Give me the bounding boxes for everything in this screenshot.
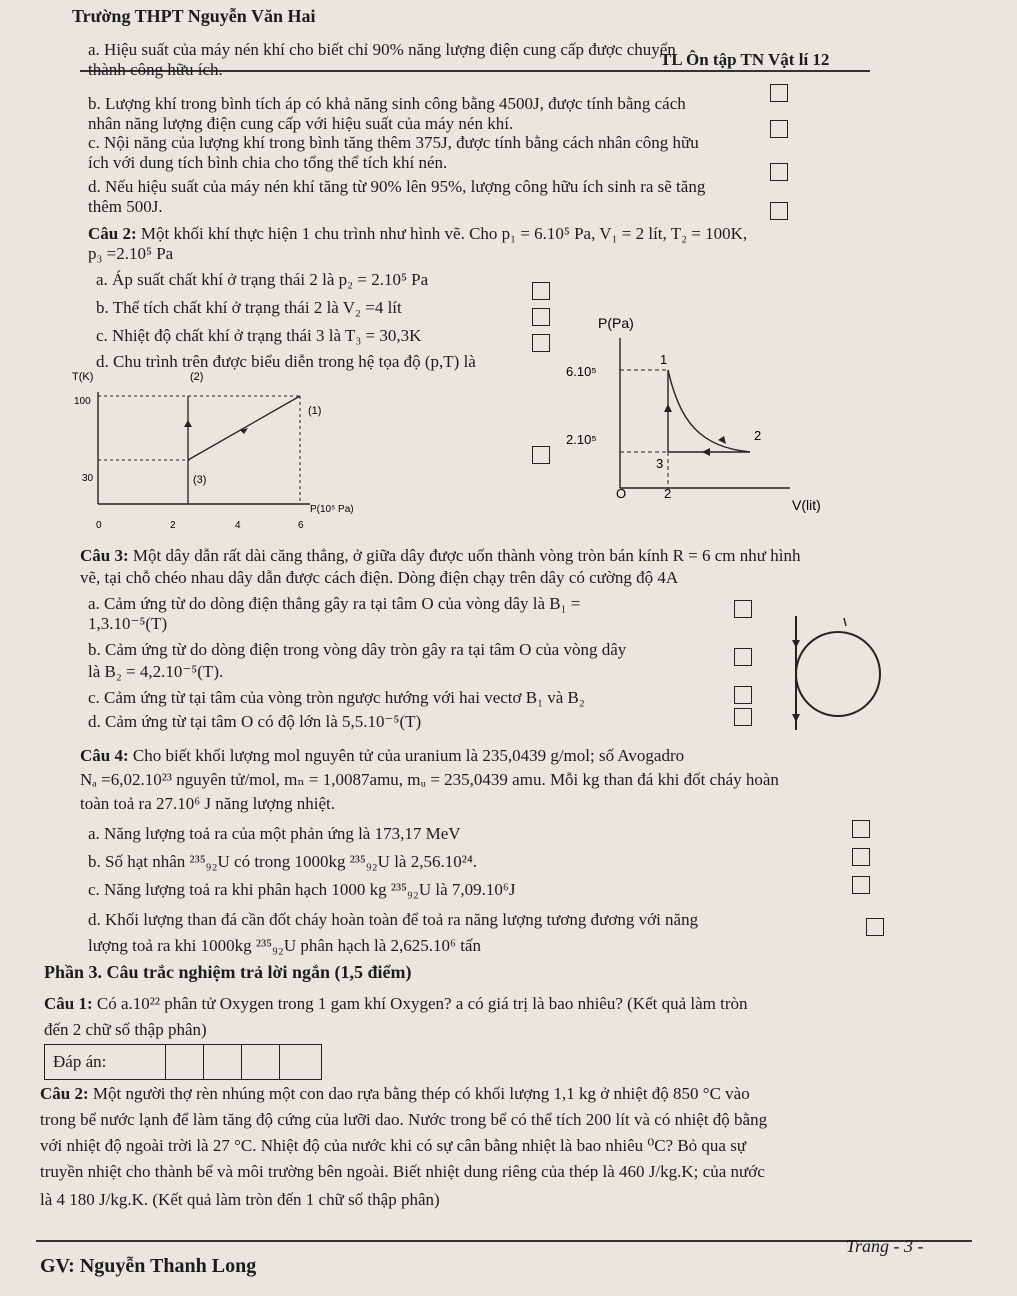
graph-pt bbox=[70, 366, 360, 536]
q1-b-line1: b. Lượng khí trong bình tích áp có khả năng sinh công bằng 4500J, được tính bằng cách bbox=[88, 94, 686, 113]
q2-item-d: d. Chu trình trên được biểu diễn trong hệ tọa độ (p,T) là bbox=[96, 352, 476, 371]
q4-b-checkbox[interactable] bbox=[852, 848, 870, 866]
q4-stem-line2: Nₐ =6,02.10²³ nguyên tử/mol, mₙ = 1,0087amu, mᵤ = 235,0439 amu. Mỗi kg than đá khi đốt cháy hoàn bbox=[80, 770, 779, 789]
q4-label: Câu 4: bbox=[80, 746, 129, 765]
pt-ytick-30: 30 bbox=[82, 473, 94, 484]
p3-q2-line2: trong bể nước lạnh để làm tăng độ cứng của lưỡi dao. Nước trong bể có thể tích 200 lít và có nhiệt độ bằng bbox=[40, 1110, 768, 1129]
q2-item-b: b. Thể tích chất khí ở trạng thái 2 là V₂ =4 lít bbox=[96, 298, 402, 317]
q1-d-checkbox[interactable] bbox=[770, 202, 788, 220]
pt-label-1: (1) bbox=[308, 405, 322, 417]
wire-loop bbox=[796, 632, 880, 716]
q3-label: Câu 3: bbox=[80, 546, 129, 565]
page-number: Trang - 3 - bbox=[846, 1236, 924, 1256]
pv-arrow-left bbox=[702, 448, 710, 456]
q2-item-c: c. Nhiệt độ chất khí ở trạng thái 3 là T₃ = 30,3K bbox=[96, 326, 422, 345]
pv-x-label: V(lit) bbox=[792, 497, 821, 513]
pt-label-2: (2) bbox=[190, 371, 204, 383]
pv-label-2: 2 bbox=[754, 428, 762, 443]
q3-d-line: d. Cảm ứng từ tại tâm O có độ lớn là 5,5.10⁻⁵(T) bbox=[88, 712, 422, 731]
pv-ytick-2: 2.10⁵ bbox=[566, 432, 597, 447]
q4-stem-line3: toàn toả ra 27.10⁶ J năng lượng nhiệt. bbox=[80, 794, 335, 813]
teacher-name: GV: Nguyễn Thanh Long bbox=[40, 1255, 257, 1277]
pv-xtick-2: 2 bbox=[664, 486, 672, 501]
q2-d-checkbox[interactable] bbox=[532, 446, 550, 464]
q1-b-checkbox[interactable] bbox=[770, 120, 788, 138]
q1-d-line2: thêm 500J. bbox=[88, 197, 163, 216]
subject-title: TL Ôn tập TN Vật lí 12 bbox=[660, 50, 830, 69]
pt-arrow-down bbox=[184, 420, 192, 427]
q1-b-line2: nhân năng lượng điện cung cấp với hiệu suất của máy nén khí. bbox=[88, 114, 514, 133]
q3-c-checkbox[interactable] bbox=[734, 686, 752, 704]
q3-a-checkbox[interactable] bbox=[734, 600, 752, 618]
q3-b-line2: là B₂ = 4,2.10⁻⁵(T). bbox=[88, 662, 224, 681]
answer-label: Đáp án: bbox=[53, 1052, 107, 1071]
pv-arrow-curve bbox=[718, 436, 726, 444]
q4-a-line: a. Năng lượng toả ra của một phản ứng là 173,17 MeV bbox=[88, 824, 461, 843]
q2-item-a: a. Áp suất chất khí ở trạng thái 2 là p₂ = 2.10⁵ Pa bbox=[96, 270, 429, 289]
part3-title: Phần 3. Câu trắc nghiệm trả lời ngắn (1,5 điểm) bbox=[44, 962, 412, 982]
answer-cell-4[interactable] bbox=[279, 1045, 318, 1079]
q4-d-line2: lượng toả ra khi 1000kg ²³⁵₉₂U phân hạch là 2,625.10⁶ tấn bbox=[88, 936, 481, 955]
pt-xtick-2: 2 bbox=[170, 520, 176, 531]
q1-c-line1: c. Nội năng của lượng khí trong bình tăng thêm 375J, được tính bằng cách nhân công hữu bbox=[88, 133, 699, 152]
pt-label-3: (3) bbox=[193, 474, 207, 486]
q2-stem-a: Một khối khí thực hiện 1 chu trình như hình vẽ. Cho p₁ = 6.10⁵ Pa, V₁ = 2 lít, T₂ = 100K, bbox=[140, 224, 748, 243]
p3-q2-line1 bbox=[40, 1084, 750, 1104]
pv-label-1: 1 bbox=[660, 352, 668, 367]
q4-stem-line1 bbox=[80, 746, 684, 766]
q2-a-checkbox[interactable] bbox=[532, 282, 550, 300]
q4-c-line: c. Năng lượng toả ra khi phân hạch 1000 kg ²³⁵₉₂U là 7,09.10⁶J bbox=[88, 880, 516, 899]
pt-line-13 bbox=[188, 396, 300, 460]
q3-c-line: c. Cảm ứng từ tại tâm của vòng tròn ngược hướng với hai vectơ B₁ và B₂ bbox=[88, 688, 585, 707]
q4-d-line1: d. Khối lượng than đá cần đốt cháy hoàn toàn để toả ra năng lượng tương đương với năng bbox=[88, 910, 699, 929]
p3-q1-line2: đến 2 chữ số thập phân) bbox=[44, 1020, 207, 1039]
q1-d-line1: d. Nếu hiệu suất của máy nén khí tăng từ 90% lên 95%, lượng công hữu ích sinh ra sẽ tăng bbox=[88, 177, 706, 196]
p3-q1-label: Câu 1: bbox=[44, 994, 93, 1013]
pt-xtick-4: 4 bbox=[235, 520, 241, 531]
q4-d-checkbox[interactable] bbox=[866, 918, 884, 936]
answer-cell-2[interactable] bbox=[203, 1045, 242, 1079]
q3-a-line1: a. Cảm ứng từ do dòng điện thẳng gây ra tại tâm O của vòng dây là B₁ = bbox=[88, 594, 581, 613]
pv-label-3: 3 bbox=[656, 456, 664, 471]
q3-b-line1: b. Cảm ứng từ do dòng điện trong vòng dây tròn gây ra tại tâm O của vòng dây bbox=[88, 640, 627, 659]
pv-y-label: P(Pa) bbox=[598, 315, 634, 331]
pv-xtick-o: O bbox=[616, 486, 627, 501]
q3-d-checkbox[interactable] bbox=[734, 708, 752, 726]
answer-cell-3[interactable] bbox=[241, 1045, 280, 1079]
q1-a-checkbox[interactable] bbox=[770, 84, 788, 102]
p3-q1-line1 bbox=[44, 994, 748, 1014]
pt-ytick-100: 100 bbox=[74, 396, 91, 407]
p3-q2-line4: truyền nhiệt cho thành bể và môi trường bên ngoài. Biết nhiệt dung riêng của thép là 460 J/kg.K; của nước bbox=[40, 1162, 765, 1181]
q4-a-checkbox[interactable] bbox=[852, 820, 870, 838]
q4-stem-a: Cho biết khối lượng mol nguyên tử của uranium là 235,0439 g/mol; số Avogadro bbox=[132, 746, 685, 765]
q2-stem-line2: p₃ =2.10⁵ Pa bbox=[88, 244, 174, 263]
current-arrow-down bbox=[792, 640, 800, 648]
q1-c-line2: ích với dung tích bình chia cho tổng thể tích khí nén. bbox=[88, 153, 448, 172]
q2-stem-line1 bbox=[88, 224, 747, 244]
graph-pv bbox=[560, 312, 850, 522]
pt-xtick-6: 6 bbox=[298, 520, 304, 531]
p3-q2-label: Câu 2: bbox=[40, 1084, 89, 1103]
q3-b-checkbox[interactable] bbox=[734, 648, 752, 666]
loop-current-mark bbox=[844, 618, 846, 626]
pt-xtick-0: 0 bbox=[96, 520, 102, 531]
p3-q1-a: Có a.10²² phân tử Oxygen trong 1 gam khí Oxygen? a có giá trị là bao nhiêu? (Kết quả làm tròn bbox=[96, 994, 748, 1013]
q3-stem-line2: vẽ, tại chỗ chéo nhau dây dẫn được cách điện. Dòng điện chạy trên dây có cường độ 4A bbox=[80, 568, 679, 587]
q1-c-checkbox[interactable] bbox=[770, 163, 788, 181]
q3-a-line2: 1,3.10⁻⁵(T) bbox=[88, 614, 168, 633]
q3-stem-a: Một dây dẫn rất dài căng thẳng, ở giữa dây được uốn thành vòng tròn bán kính R = 6 cm như hình bbox=[132, 546, 801, 565]
footer-rule bbox=[36, 1240, 972, 1242]
p3-q2-a: Một người thợ rèn nhúng một con dao rựa bằng thép có khối lượng 1,1 kg ở nhiệt độ 850 °C vào bbox=[92, 1084, 750, 1103]
q2-label: Câu 2: bbox=[88, 224, 137, 243]
pt-y-label: T(K) bbox=[72, 371, 94, 383]
answer-cell-1[interactable] bbox=[165, 1045, 204, 1079]
pv-ytick-6: 6.10⁵ bbox=[566, 364, 597, 379]
wire-loop-figure bbox=[770, 610, 890, 740]
q4-c-checkbox[interactable] bbox=[852, 876, 870, 894]
q3-stem-line1 bbox=[80, 546, 800, 566]
q2-c-checkbox[interactable] bbox=[532, 334, 550, 352]
p3-q2-line3: với nhiệt độ ngoài trời là 27 °C. Nhiệt độ của nước khi có sự cân bằng nhiệt là bao nhiêu ⁰C? Bỏ qua sự bbox=[40, 1136, 747, 1155]
q1-a-line2: thành công hữu ích. bbox=[88, 60, 223, 79]
current-arrow-bottom bbox=[792, 714, 800, 722]
p3-q2-line5: là 4 180 J/kg.K. (Kết quả làm tròn đến 1 chữ số thập phân) bbox=[40, 1190, 440, 1209]
pv-arrow-up bbox=[664, 404, 672, 412]
pv-curve-12 bbox=[668, 370, 750, 452]
answer-grid bbox=[44, 1044, 322, 1080]
q1-a-line1: a. Hiệu suất của máy nén khí cho biết chỉ 90% năng lượng điện cung cấp được chuyển bbox=[88, 40, 676, 59]
q4-b-line: b. Số hạt nhân ²³⁵₉₂U có trong 1000kg ²³⁵₉₂U là 2,56.10²⁴. bbox=[88, 852, 477, 871]
q2-b-checkbox[interactable] bbox=[532, 308, 550, 326]
school-name: Trường THPT Nguyễn Văn Hai bbox=[72, 6, 316, 26]
pt-x-label: P(10⁵ Pa) bbox=[310, 504, 354, 515]
